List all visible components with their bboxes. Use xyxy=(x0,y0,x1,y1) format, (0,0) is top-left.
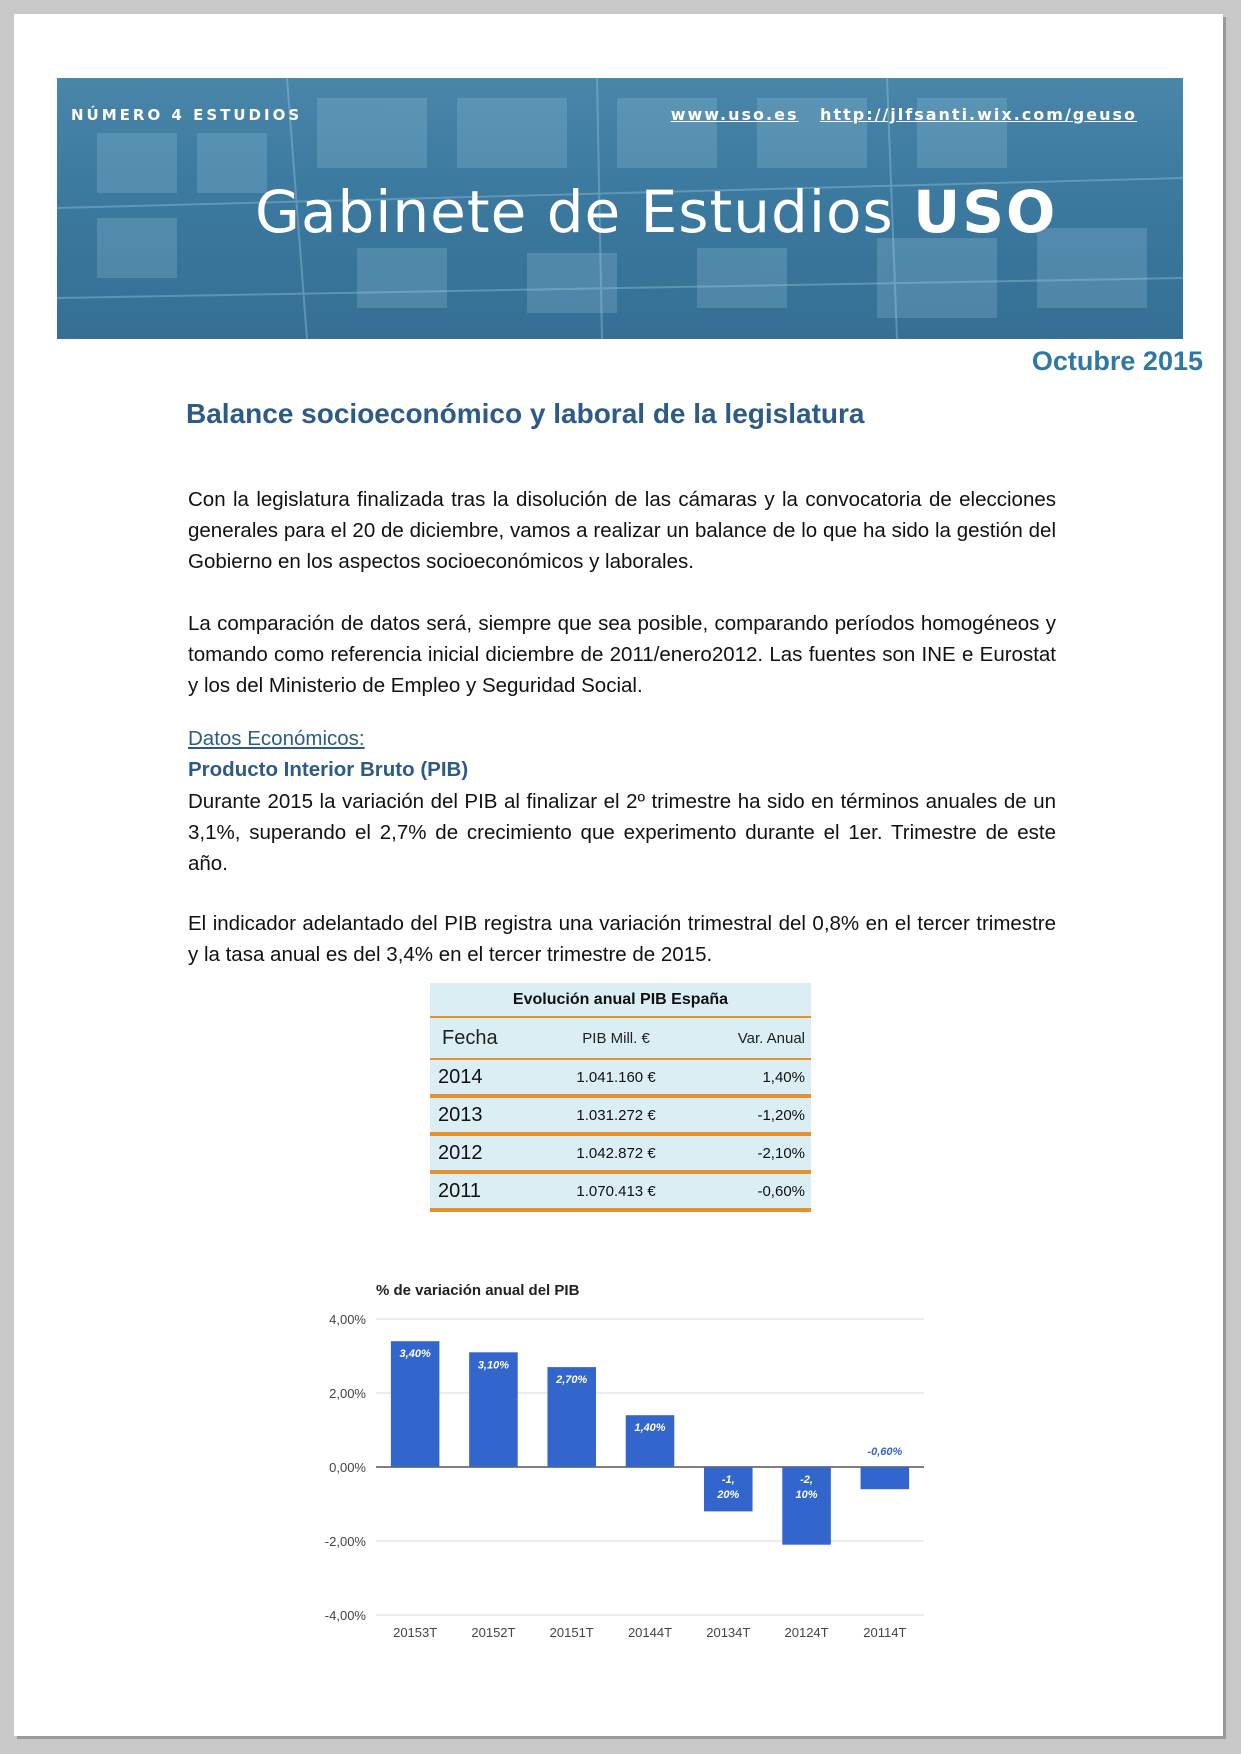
document-page xyxy=(14,14,1223,1736)
paragraph-intro: Con la legislatura finalizada tras la disolución de las cámaras y la convocatoria de elecciones generales para el 20 de diciembre, vamos a realizar un balance de lo que ha sido la gestión del Gobierno en los aspectos socioeconómicos y laborales. xyxy=(188,488,1056,573)
pib-table xyxy=(430,983,811,1212)
table-header-row xyxy=(430,1017,811,1059)
x-tick-label: 20153T xyxy=(393,1625,438,1640)
x-tick-label: 20152T xyxy=(471,1625,516,1640)
data-label: -2, xyxy=(800,1474,813,1486)
table-cell-var: 1,40% xyxy=(687,1059,811,1096)
data-label: 1,40% xyxy=(634,1422,666,1435)
y-tick-label: -2,00% xyxy=(324,1534,366,1549)
issue-date: Octubre 2015 xyxy=(1031,346,1203,376)
data-label: -0,60% xyxy=(867,1446,903,1458)
table-cell-var: -0,60% xyxy=(687,1172,811,1210)
table-header-pib: PIB Mill. € xyxy=(545,1017,687,1059)
data-label: 20% xyxy=(717,1489,740,1501)
y-tick-label: -4,00% xyxy=(324,1608,366,1623)
table-cell-var: -2,10% xyxy=(687,1134,811,1172)
paragraph-pib-growth: Durante 2015 la variación del PIB al finalizar el 2º trimestre ha sido en términos anuales de un 3,1%, superando el 2,7% de crecimiento que experimento durante el 1er. Trimestre de este año. xyxy=(188,790,1056,875)
table-cell-var: -1,20% xyxy=(687,1096,811,1134)
issue-label: NÚMERO 4 ESTUDIOS xyxy=(71,106,303,124)
table-cell-year: 2012 xyxy=(430,1134,545,1172)
table-header-fecha: Fecha xyxy=(430,1017,545,1059)
y-tick-label: 2,00% xyxy=(329,1386,366,1401)
table-header-var: Var. Anual xyxy=(687,1017,811,1059)
data-label: 3,10% xyxy=(477,1359,510,1372)
paragraph-method: La comparación de datos será, siempre que sea posible, comparando períodos homogéneos y tomando como referencia inicial diciembre de 2011/enero2012. Las fuentes son INE e Eurostat y los del Ministerio de Empleo y Seguridad Social. xyxy=(188,612,1056,697)
section-economic-data: Datos Económicos: xyxy=(188,727,365,750)
paragraph-pib-indicator: El indicador adelantado del PIB registra una variación trimestral del 0,8% en el tercer trimestre y la tasa anual es del 3,4% en el tercer trimestre de 2015. xyxy=(188,912,1056,966)
header-banner xyxy=(57,78,1183,339)
uso-logo-text: USO xyxy=(913,178,1058,246)
wix-link[interactable]: http://jlfsanti.wix.com/geuso xyxy=(820,105,1137,124)
table-row xyxy=(430,1172,811,1210)
x-tick-label: 20144T xyxy=(627,1625,673,1640)
uso-link[interactable]: www.uso.es xyxy=(670,105,799,124)
table-cell-pib: 1.070.413 € xyxy=(545,1172,687,1210)
table-cell-year: 2013 xyxy=(430,1096,545,1134)
y-tick-label: 0,00% xyxy=(329,1460,366,1475)
table-cell-pib: 1.041.160 € xyxy=(545,1059,687,1096)
table-cell-year: 2011 xyxy=(430,1172,545,1210)
table-cell-pib: 1.042.872 € xyxy=(545,1134,687,1172)
data-label: 3,40% xyxy=(399,1348,431,1361)
y-tick-label: 4,00% xyxy=(329,1312,366,1327)
data-label: 2,70% xyxy=(556,1374,588,1387)
x-tick-label: 20134T xyxy=(706,1625,751,1640)
section-pib: Producto Interior Bruto (PIB) xyxy=(188,758,469,781)
brand-main: Gabinete de Estudios xyxy=(255,178,894,246)
bar-20114T xyxy=(861,1467,910,1489)
table-cell-pib: 1.031.272 € xyxy=(545,1096,687,1134)
x-tick-label: 20151T xyxy=(549,1625,594,1640)
table-row xyxy=(430,1059,811,1096)
table-row xyxy=(430,1096,811,1134)
data-label: 10% xyxy=(795,1489,818,1501)
brand-title xyxy=(255,178,1057,246)
article-title: Balance socioeconómico y laboral de la legislatura xyxy=(186,398,865,429)
table-caption-row xyxy=(430,983,811,1017)
x-tick-label: 20114T xyxy=(863,1625,907,1640)
table-cell-year: 2014 xyxy=(430,1059,545,1096)
header-links xyxy=(657,105,1137,124)
data-label: -1, xyxy=(721,1474,735,1486)
x-tick-label: 20124T xyxy=(784,1625,829,1640)
chart-title: % de variación anual del PIB xyxy=(376,1282,580,1299)
table-row xyxy=(430,1134,811,1172)
pib-variation-chart xyxy=(284,1271,944,1651)
table-caption: Evolución anual PIB España xyxy=(430,983,811,1017)
